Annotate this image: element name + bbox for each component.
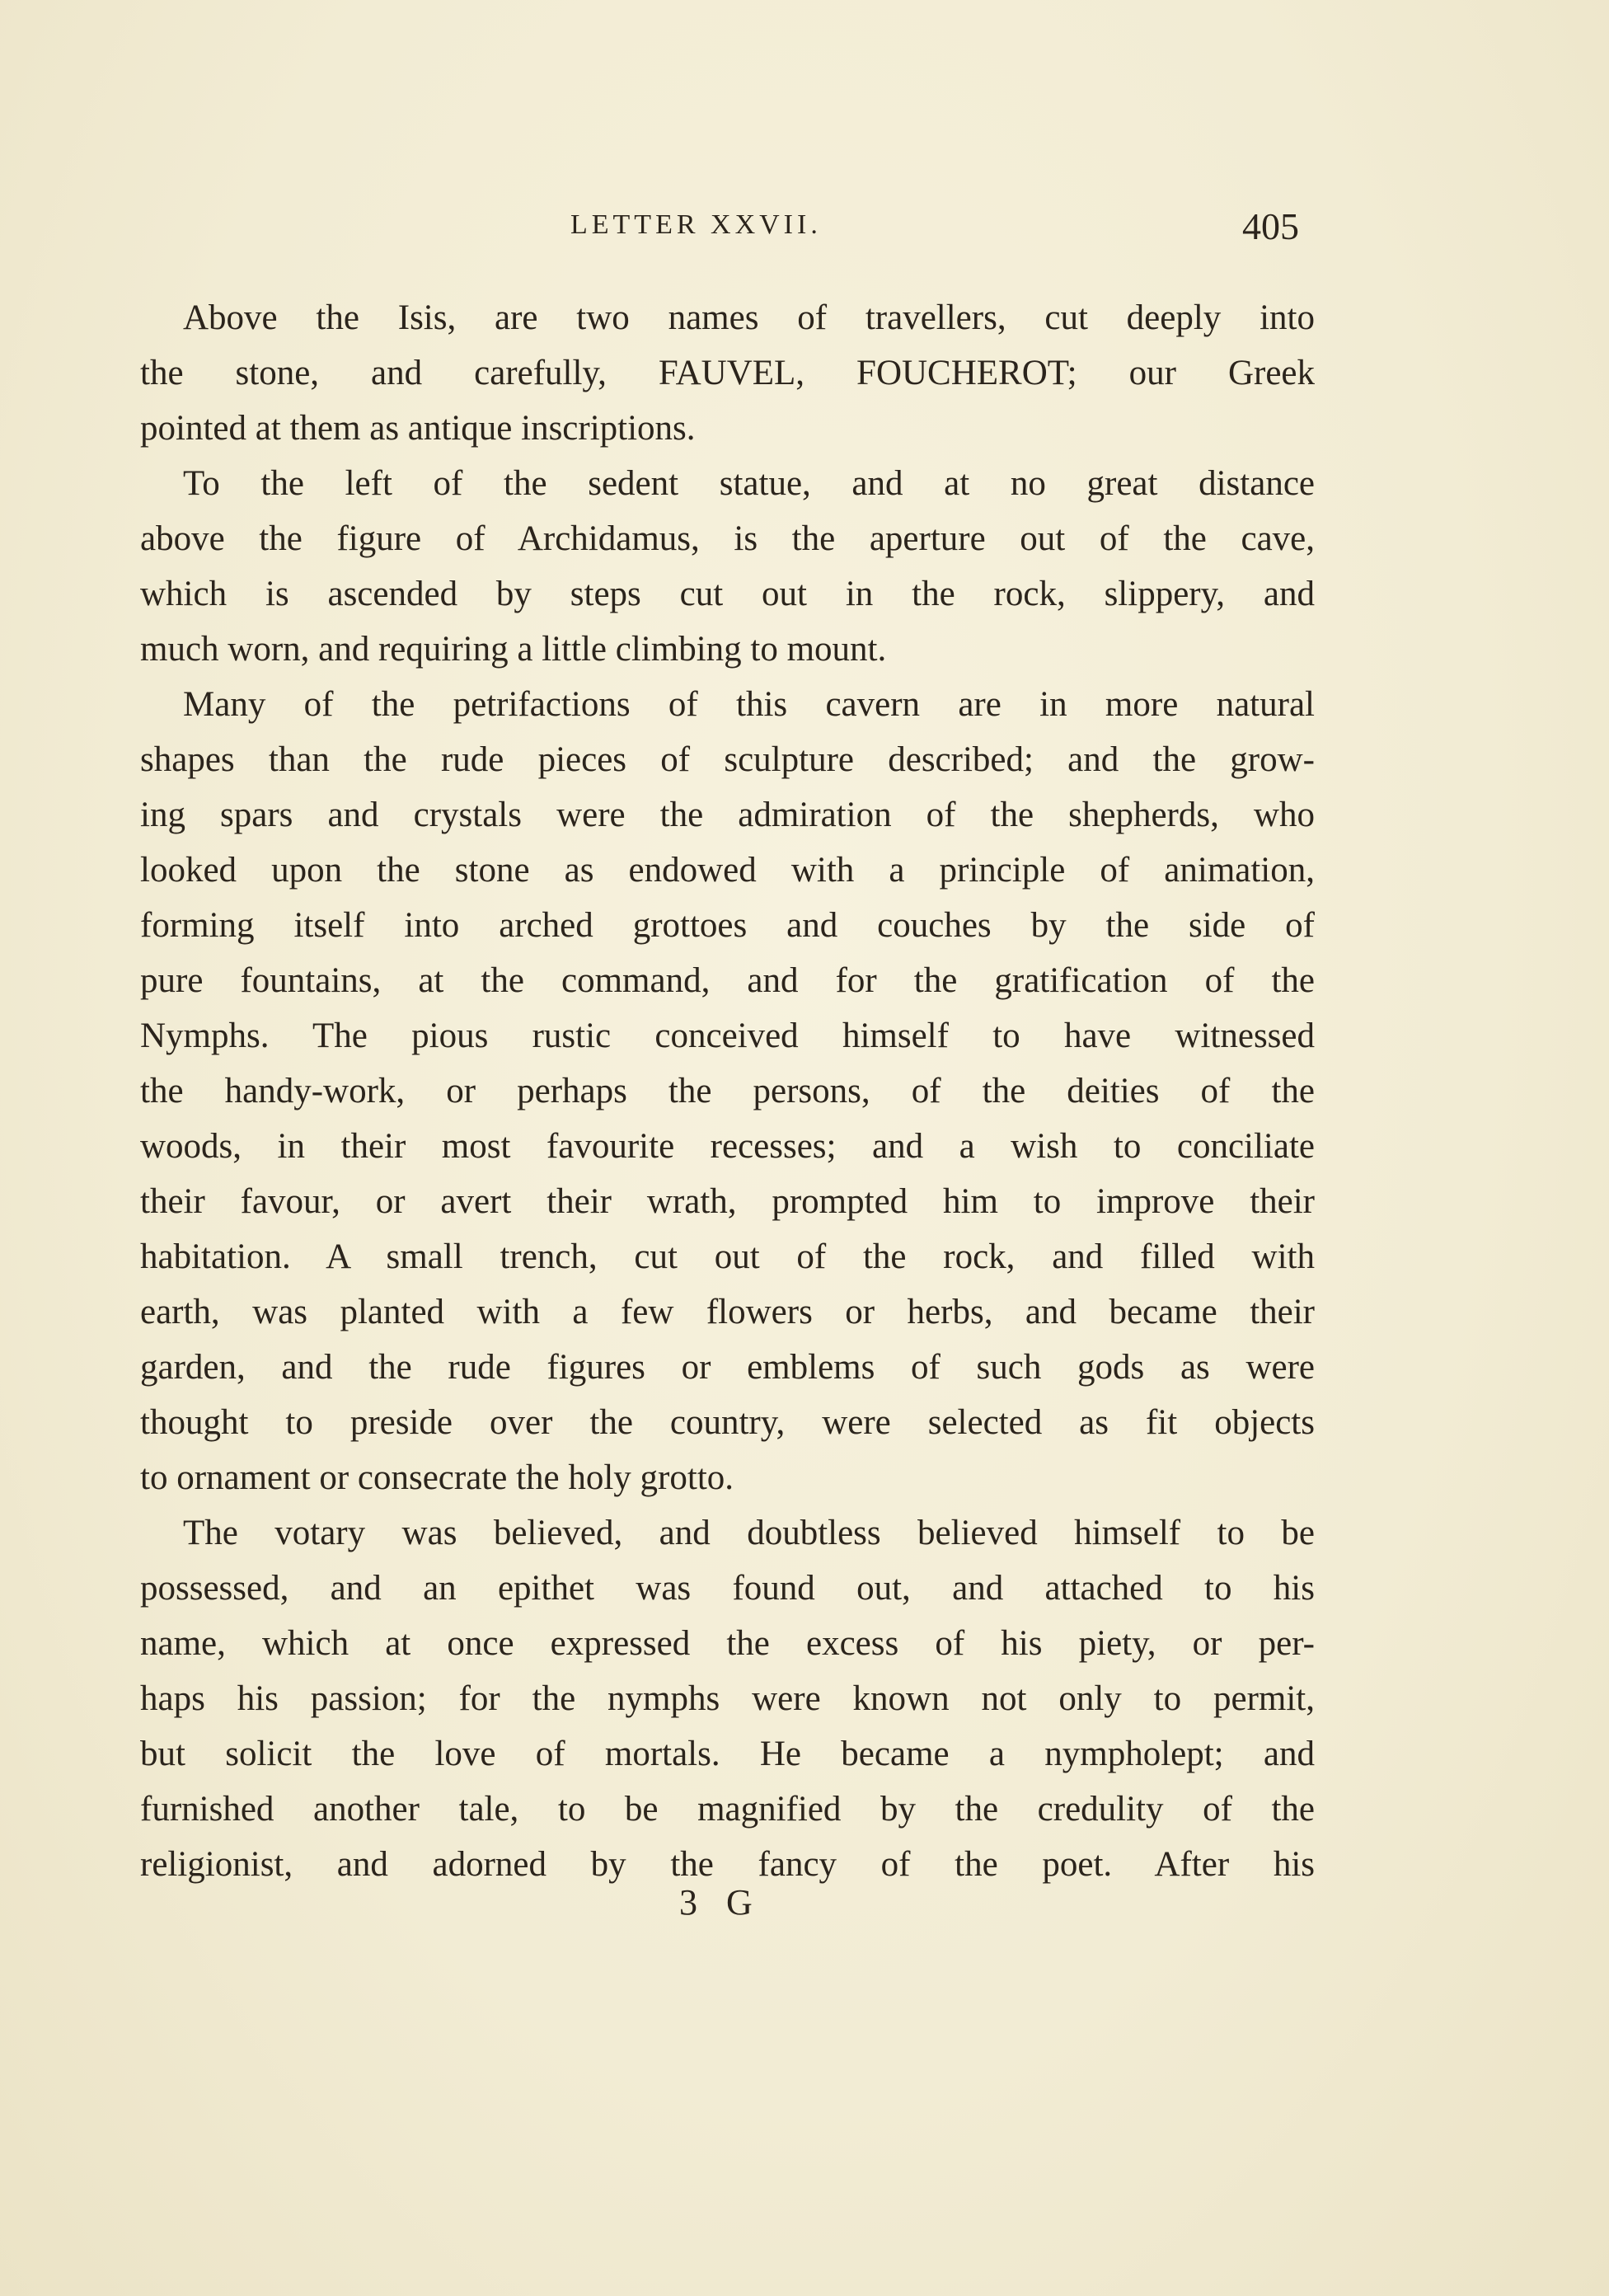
text-line: above the figure of Archidamus, is the aperture out of the cave, [140, 519, 1315, 558]
running-head-title: LETTER XXVII. [570, 209, 822, 240]
text-line: pure fountains, at the command, and for the gratification of the [140, 961, 1315, 1000]
text-line: possessed, and an epithet was found out, and attached to his [140, 1569, 1315, 1608]
text-line: garden, and the rude figures or emblems of such gods as were [140, 1348, 1315, 1387]
text-line: Many of the petrifactions of this cavern are in more natural [183, 685, 1315, 724]
text-line: pointed at them as antique inscriptions. [140, 409, 696, 448]
text-line: earth, was planted with a few flowers or herbs, and became their [140, 1293, 1315, 1331]
text-line: shapes than the rude pieces of sculpture described; and the grow- [140, 740, 1315, 779]
text-line: much worn, and requiring a little climbing to mount. [140, 630, 887, 669]
body-text [140, 290, 1315, 1892]
text-line: haps his passion; for the nymphs were known not only to permit, [140, 1679, 1315, 1718]
text-line: which is ascended by steps cut out in the rock, slippery, and [140, 575, 1315, 613]
text-line: to ornament or consecrate the holy grotto. [140, 1458, 734, 1497]
text-line: looked upon the stone as endowed with a principle of animation, [140, 851, 1315, 890]
text-line: name, which at once expressed the excess of his piety, or per- [140, 1624, 1315, 1663]
text-line: woods, in their most favourite recesses; and a wish to conciliate [140, 1127, 1315, 1166]
signature-mark: 3 G [679, 1882, 762, 1923]
text-line: furnished another tale, to be magnified by the credulity of the [140, 1790, 1315, 1829]
page-number: 405 [1242, 205, 1299, 247]
text-line: religionist, and adorned by the fancy of the poet. After his [140, 1845, 1315, 1884]
text-line: To the left of the sedent statue, and at no great distance [183, 464, 1315, 503]
text-line: forming itself into arched grottoes and couches by the side of [140, 906, 1315, 945]
text-line: habitation. A small trench, cut out of the rock, and filled with [140, 1237, 1315, 1276]
text-line: thought to preside over the country, were selected as fit objects [140, 1403, 1315, 1442]
text-line: the handy-work, or perhaps the persons, of the deities of the [140, 1072, 1315, 1110]
text-line: The votary was believed, and doubtless believed himself to be [183, 1514, 1315, 1552]
text-line: Above the Isis, are two names of travellers, cut deeply into [183, 298, 1315, 337]
text-line: Nymphs. The pious rustic conceived himself to have witnessed [140, 1017, 1315, 1055]
text-line: their favour, or avert their wrath, prompted him to improve their [140, 1182, 1315, 1221]
text-line: ing spars and crystals were the admiration of the shepherds, who [140, 796, 1315, 834]
text-line: but solicit the love of mortals. He became a nympholept; and [140, 1735, 1315, 1773]
text-line: the stone, and carefully, FAUVEL, FOUCHEROT; our Greek [140, 354, 1315, 392]
running-head [140, 204, 1327, 254]
